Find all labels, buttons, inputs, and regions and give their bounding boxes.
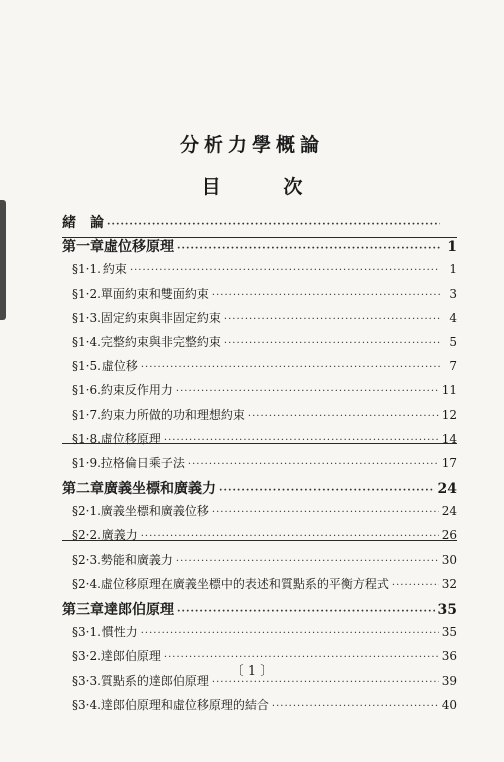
toc-section-entry[interactable] — [62, 526, 457, 550]
entry-number: §1·1. — [72, 262, 101, 277]
toc-heading — [0, 172, 504, 199]
dot-leader — [176, 386, 439, 397]
entry-title: 達郎伯原理 — [104, 602, 174, 618]
entry-page-number: 32 — [441, 576, 457, 591]
toc-section-entry[interactable] — [62, 430, 457, 454]
toc-section-entry[interactable] — [62, 406, 457, 430]
toc-section-entry[interactable] — [62, 623, 457, 647]
entry-page-number: 17 — [441, 455, 457, 470]
entry-title: 約束 — [102, 262, 127, 277]
entry-page-number: 3 — [449, 286, 457, 301]
dot-leader — [177, 606, 435, 617]
entry-page-number: 35 — [437, 602, 457, 618]
entry-number: §1·5. — [72, 359, 101, 374]
dot-leader — [177, 243, 440, 254]
toc-chapter-entry[interactable] — [62, 599, 457, 623]
entry-title: 慣性力 — [101, 625, 138, 640]
entry-page-number: 14 — [441, 431, 457, 446]
entry-page-number: 1 — [449, 262, 457, 277]
entry-number: 第二章 — [62, 481, 104, 498]
entry-title: 約束力所做的功和理想約束 — [100, 407, 245, 422]
entry-title: 拉格倫日乘子法 — [100, 455, 185, 470]
entry-number: 第三章 — [62, 602, 104, 618]
toc-section-entry[interactable] — [62, 696, 457, 720]
entry-number: §2·1. — [72, 504, 101, 519]
entry-title: 廣義坐標和廣義位移 — [100, 504, 209, 519]
dot-leader — [176, 556, 439, 567]
dot-leader — [219, 485, 435, 496]
entry-number: §1·4. — [72, 334, 101, 349]
entry-number: §3·3. — [72, 673, 101, 688]
entry-page-number: 26 — [441, 528, 457, 543]
entry-page-number: 30 — [441, 552, 457, 567]
entry-title: 約束反作用力 — [100, 383, 173, 398]
dot-leader — [130, 265, 440, 276]
entry-title: 單面約束和雙面約束 — [100, 286, 209, 301]
toc-section-entry[interactable] — [62, 575, 457, 599]
entry-number: §3·1. — [72, 625, 101, 640]
entry-page-number: 12 — [441, 407, 457, 422]
entry-page-number: 1 — [447, 239, 457, 256]
entry-number: §2·3. — [72, 552, 101, 567]
entry-title: 勢能和廣義力 — [100, 552, 173, 567]
entry-number: §3·4. — [72, 697, 101, 712]
dot-leader — [392, 580, 439, 591]
entry-page-number: 24 — [441, 504, 457, 519]
entry-title: 固定約束與非固定約束 — [100, 310, 221, 325]
entry-title: 達郎伯原理 — [100, 649, 161, 664]
entry-page-number: 39 — [441, 673, 457, 688]
entry-number: §1·3. — [72, 310, 101, 325]
dot-leader — [224, 338, 440, 349]
toc-chapter-entry[interactable] — [62, 478, 457, 502]
entry-title: 廣義坐標和廣義力 — [104, 481, 216, 498]
entry-number: §1·9. — [72, 455, 101, 470]
toc-chapter-entry[interactable] — [62, 212, 457, 236]
entry-title: 虛位移 — [101, 359, 138, 374]
toc-section-entry[interactable] — [62, 381, 457, 405]
entry-number: §1·6. — [72, 383, 101, 398]
toc-chapter-entry[interactable] — [62, 236, 457, 260]
entry-page-number: 4 — [449, 310, 457, 325]
entry-page-number: 40 — [441, 697, 457, 712]
entry-title: 虛位移原理在廣義坐標中的表述和質點系的平衡方程式 — [100, 576, 389, 591]
book-title: 分析力學概論 — [179, 134, 324, 156]
entry-page-number: 24 — [437, 481, 457, 498]
dot-leader — [141, 362, 440, 373]
dot-leader — [212, 507, 439, 518]
entry-number: §1·7. — [72, 407, 101, 422]
toc-section-entry[interactable] — [62, 309, 457, 333]
entry-number: 第一章 — [62, 239, 104, 256]
entry-page-number: 5 — [449, 334, 457, 349]
entry-page-number: 35 — [441, 625, 457, 640]
entry-number: §1·2. — [72, 286, 101, 301]
entry-page-number: 7 — [449, 359, 457, 374]
binding-edge — [0, 200, 6, 320]
entry-number: §2·4. — [72, 576, 101, 591]
toc-section-entry[interactable] — [62, 333, 457, 357]
dot-leader — [141, 531, 439, 542]
toc-section-entry[interactable] — [62, 502, 457, 526]
entry-title: 完整約束與非完整約束 — [100, 334, 221, 349]
toc-heading-right: 次 — [283, 176, 303, 198]
entry-number: 緒 論 — [62, 215, 104, 231]
toc-section-entry[interactable] — [62, 357, 457, 381]
dot-leader — [224, 314, 440, 325]
entry-number: §1·8. — [72, 431, 101, 446]
dot-leader — [164, 435, 439, 446]
toc-section-entry[interactable] — [62, 454, 457, 478]
entry-page-number: 36 — [441, 649, 457, 664]
entry-number: §3·2. — [72, 649, 101, 664]
dot-leader — [141, 628, 439, 639]
toc-section-entry[interactable] — [62, 260, 457, 284]
entry-number: §2·2. — [72, 528, 101, 543]
dot-leader — [248, 411, 439, 422]
entry-title: 虛位移原理 — [100, 431, 161, 446]
entry-page-number: 11 — [441, 383, 457, 398]
table-of-contents — [62, 212, 457, 720]
toc-heading-left: 目 — [201, 176, 221, 198]
dot-leader — [212, 290, 440, 301]
dot-leader — [188, 459, 439, 470]
entry-title: 廣義力 — [101, 528, 138, 543]
toc-section-entry[interactable] — [62, 551, 457, 575]
dot-leader — [107, 219, 440, 230]
entry-title: 虛位移原理 — [104, 239, 174, 256]
entry-title: 達郎伯原理和虛位移原理的結合 — [100, 697, 269, 712]
toc-section-entry[interactable] — [62, 285, 457, 309]
entry-title: 質點系的達郎伯原理 — [100, 673, 209, 688]
dot-leader — [272, 701, 439, 712]
page-number: 〔 1 〕 — [230, 664, 274, 679]
